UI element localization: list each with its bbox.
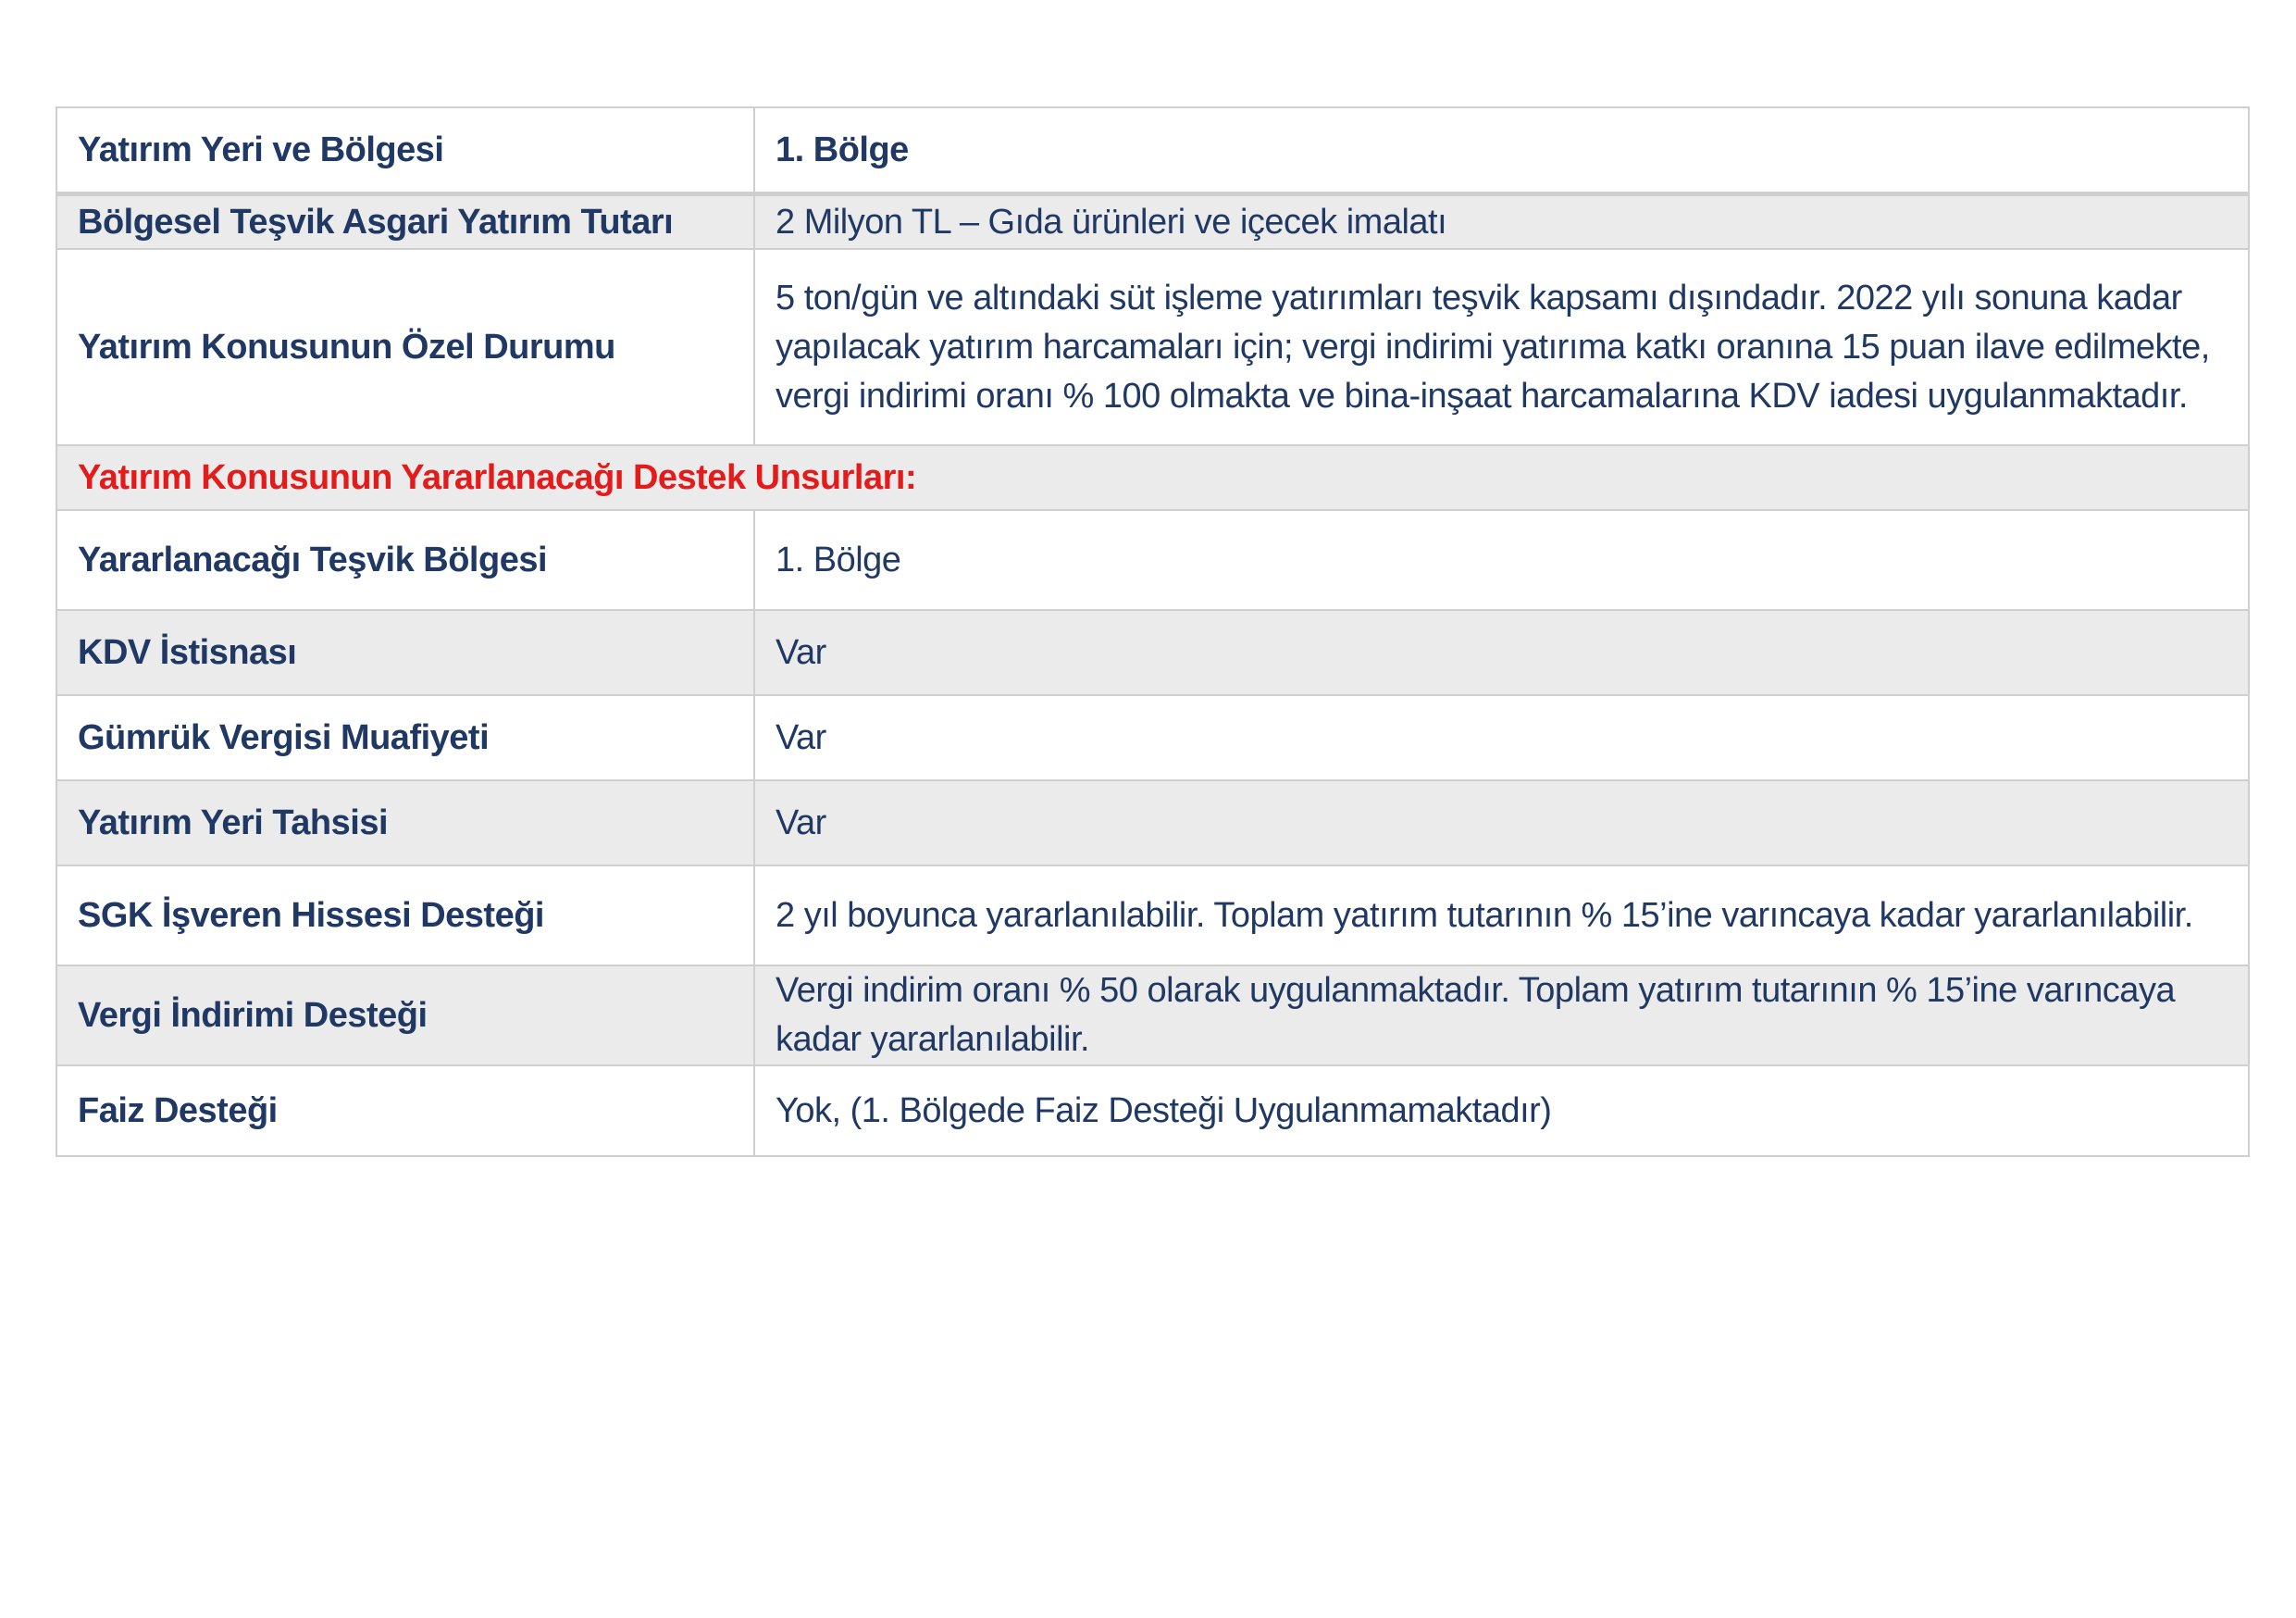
row-label: Faiz Desteği bbox=[56, 1065, 754, 1156]
row-value: Yok, (1. Bölgede Faiz Desteği Uygulanmamaktadır) bbox=[754, 1065, 2249, 1156]
row-value: Vergi indirim oranı % 50 olarak uygulanmaktadır. Toplam yatırım tutarının % 15’ine varıncaya kadar yararlanılabilir. bbox=[754, 965, 2249, 1065]
row-value: Var bbox=[754, 610, 2249, 695]
row-label: SGK İşveren Hissesi Desteği bbox=[56, 865, 754, 965]
table-row bbox=[56, 1065, 2249, 1156]
row-label: Yararlanacağı Teşvik Bölgesi bbox=[56, 510, 754, 610]
location-label: Yatırım Yeri ve Bölgesi bbox=[56, 107, 754, 194]
table-row bbox=[56, 865, 2249, 965]
table-row-location bbox=[56, 107, 2249, 194]
table-row bbox=[56, 510, 2249, 610]
table-row bbox=[56, 780, 2249, 865]
table-row bbox=[56, 965, 2249, 1065]
table-row bbox=[56, 695, 2249, 780]
section-title: Yatırım Konusunun Yararlanacağı Destek Unsurları: bbox=[56, 445, 2249, 510]
location-value: 1. Bölge bbox=[754, 107, 2249, 194]
incentive-table bbox=[56, 106, 2250, 1157]
min-investment-label: Bölgesel Teşvik Asgari Yatırım Tutarı bbox=[56, 194, 754, 250]
row-value: Var bbox=[754, 780, 2249, 865]
table-row-special-status bbox=[56, 249, 2249, 445]
row-label: Vergi İndirimi Desteği bbox=[56, 965, 754, 1065]
row-value: 1. Bölge bbox=[754, 510, 2249, 610]
special-status-value: 5 ton/gün ve altındaki süt işleme yatırımları teşvik kapsamı dışındadır. 2022 yılı sonuna kadar yapılacak yatırım harcamaları için; vergi indirimi yatırıma katkı oranına 15 puan ilave edilmekte, vergi indirimi oranı % 100 olmakta ve bina-inşaat harcamalarına KDV iadesi uygulanmaktadır. bbox=[754, 249, 2249, 445]
table-row-min-investment bbox=[56, 194, 2249, 250]
special-status-label: Yatırım Konusunun Özel Durumu bbox=[56, 249, 754, 445]
row-label: KDV İstisnası bbox=[56, 610, 754, 695]
row-value: 2 yıl boyunca yararlanılabilir. Toplam yatırım tutarının % 15’ine varıncaya kadar yararlanılabilir. bbox=[754, 865, 2249, 965]
table-row-section-title bbox=[56, 445, 2249, 510]
table-row bbox=[56, 610, 2249, 695]
row-value: Var bbox=[754, 695, 2249, 780]
row-label: Yatırım Yeri Tahsisi bbox=[56, 780, 754, 865]
min-investment-value: 2 Milyon TL – Gıda ürünleri ve içecek imalatı bbox=[754, 194, 2249, 250]
row-label: Gümrük Vergisi Muafiyeti bbox=[56, 695, 754, 780]
